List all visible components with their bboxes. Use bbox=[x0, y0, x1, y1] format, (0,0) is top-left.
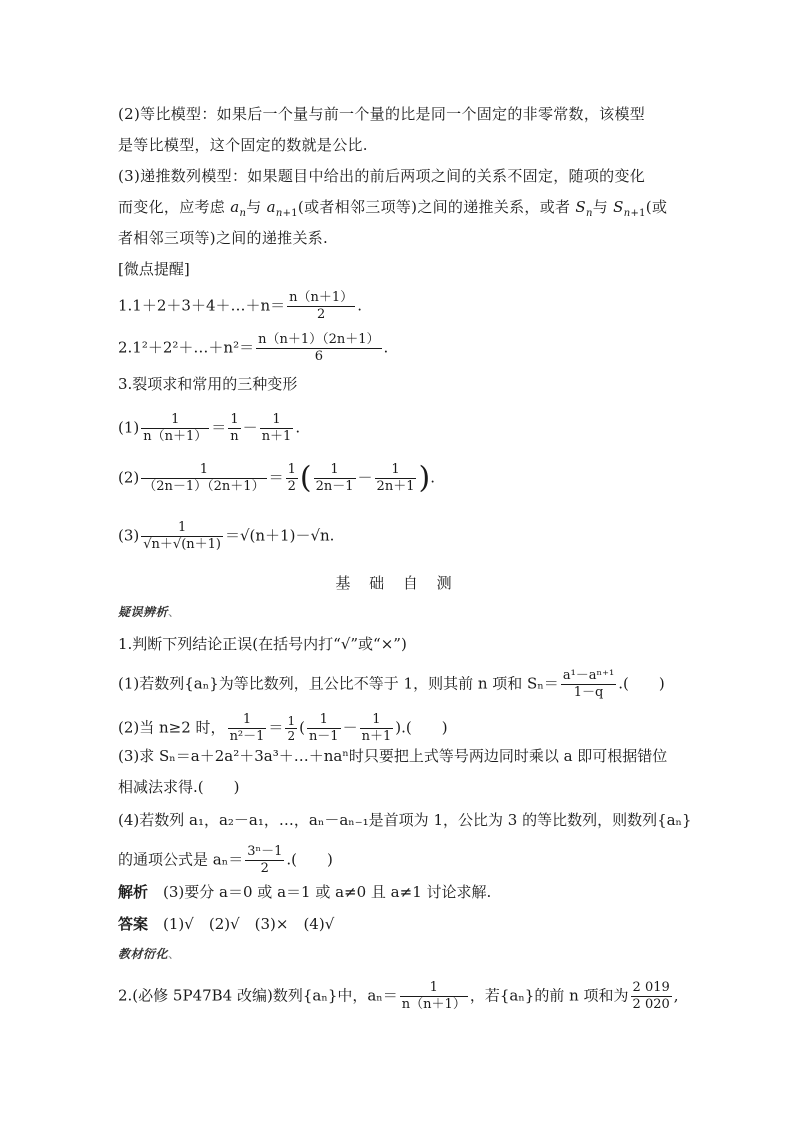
formula2: (2) $\frac{1}{(2n-1)(2n+1)}$ ＝ $\frac{1}{2}$ ( $\frac{1}{2n-1}$ － $\frac{1}{2n+1}$ ). bbox=[118, 460, 435, 496]
q1-s4-line1: (4)若数列 a₁，a₂－a₁，…，aₙ－aₙ₋₁是首项为 1，公比为 3 的等比数列，则数列{aₙ} bbox=[118, 811, 692, 829]
q2: 2.(必修 5P47B4 改编)数列{aₙ}中，aₙ＝ $\frac{1}{n(n+1)}$ ，若{aₙ}的前 n 项和为 $\frac{2 019}{2 020}$ , bbox=[118, 980, 679, 1012]
formula3: (3) $\frac{1}{√n+√(n+1)}$ ＝√(n＋1)－√n. bbox=[118, 520, 335, 552]
model2-line1: (2)等比模型：如果后一个量与前一个量的比是同一个固定的非零常数，该模型 bbox=[118, 105, 646, 123]
section-title: 基 础 自 测 bbox=[335, 574, 459, 592]
tag-errors: 疑误辨析、 bbox=[118, 605, 181, 619]
q1-stem: 1.判断下列结论正误(在括号内打“√”或“×”) bbox=[118, 635, 407, 653]
model3-line2: 而变化，应考虑 $a_n$与 $a_{n+1}$(或者相邻三项等)之间的递推关系，或者 $S_n$与 $S_{n+1}$(或 bbox=[118, 198, 668, 219]
q1-s4-line2: 的通项公式是 aₙ＝ $\frac{\text{3ⁿ－1}}{2}$ .( ) bbox=[118, 844, 333, 876]
q1-s3-line1: (3)求 Sₙ＝a＋2a²＋3a³＋…＋naⁿ时只要把上式等号两边同时乘以 a 即可根据错位 bbox=[118, 747, 668, 765]
hint3-title: 3.裂项求和常用的三种变形 bbox=[118, 375, 298, 393]
q1-s3-line2: 相减法求得.( ) bbox=[118, 778, 240, 796]
analysis: 解析 (3)要分 a＝0 或 a＝1 或 a≠0 且 a≠1 讨论求解. bbox=[118, 883, 492, 901]
q1-s2: (2)当 n≥2 时， $\frac{1}{\text{n²－1}}$ ＝ $\frac{1}{2}$ ( $\frac{1}{n-1}$ － $\frac{1}{n+1}$ ).( ) bbox=[118, 712, 448, 744]
hint-title: [微点提醒] bbox=[118, 260, 190, 278]
answer: 答案 (1)√ (2)√ (3)× (4)√ bbox=[118, 915, 335, 933]
q1-s1: (1)若数列{aₙ}为等比数列，且公比不等于 1，则其前 n 项和 Sₙ＝ $\frac{\text{a¹－aⁿ⁺¹}}{1-q}$ .( ) bbox=[118, 668, 665, 700]
hint2: 2.1²＋2²＋…＋n²＝ $\frac{n(n+1)(2n+1)}{6}$ . bbox=[118, 332, 389, 364]
model3-line3: 者相邻三项等)之间的递推关系. bbox=[118, 229, 329, 247]
model3-line1: (3)递推数列模型：如果题目中给出的前后两项之间的关系不固定，随项的变化 bbox=[118, 167, 646, 185]
hint1: 1.1＋2＋3＋4＋…＋n＝ $\frac{n(n+1)}{2}$ . bbox=[118, 290, 362, 322]
formula1: (1) $\frac{1}{n(n+1)}$ ＝ $\frac{1}{n}$ － $\frac{1}{n+1}$ . bbox=[118, 412, 301, 444]
model2-line2: 是等比模型，这个固定的数就是公比. bbox=[118, 136, 368, 154]
tag-textbook: 教材衍化、 bbox=[118, 947, 181, 961]
